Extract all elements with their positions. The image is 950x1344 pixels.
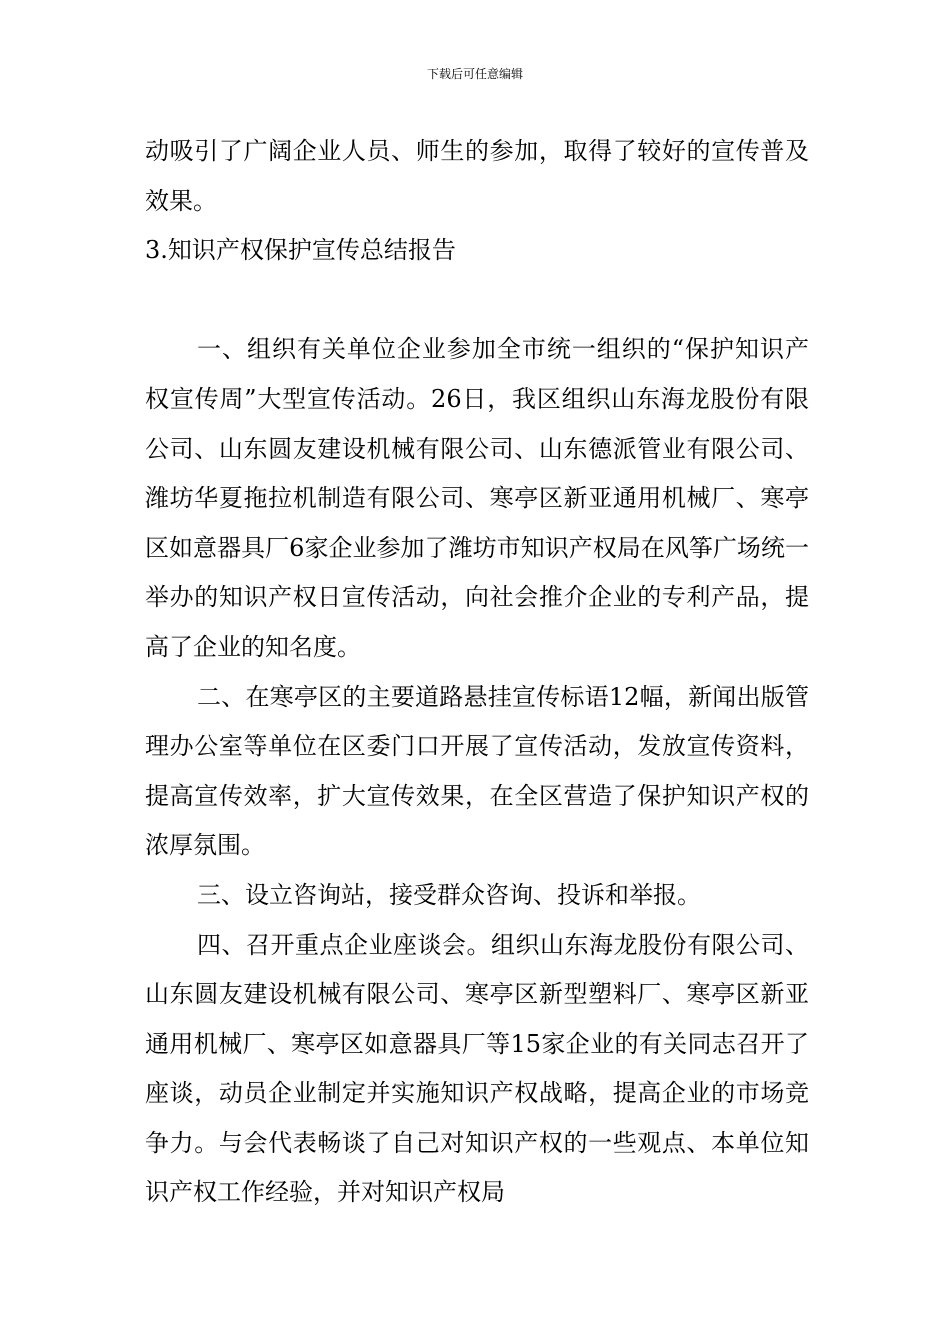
paragraph-1: 一、组织有关单位企业参加全市统一组织的“保护知识产权宣传周”大型宣传活动。26日，我区组织山东海龙股份有限公司、山东圆友建设机械有限公司、山东德派管业有限公司、潍坊华夏拖拉机制造有限公司、寒亭区新亚通用机械厂、寒亭区如意器具厂6家企业参加了潍坊市知识产权局在风筝广场统一举办的知识产权日宣传活动，向社会推介企业的专利产品，提高了企业的知名度。 bbox=[145, 335, 809, 661]
page-header-note: 下载后可任意编辑 bbox=[426, 67, 523, 81]
paragraph-2: 二、在寒亭区的主要道路悬挂宣传标语12幅，新闻出版管理办公室等单位在区委门口开展了宣传活动，发放宣传资料，提高宣传效率，扩大宣传效果，在全区营造了保护知识产权的浓厚氛围。 bbox=[145, 682, 809, 860]
section-title: 3.知识产权保护宣传总结报告 bbox=[145, 236, 456, 265]
blank-line bbox=[145, 276, 809, 326]
continuation-paragraph: 动吸引了广阔企业人员、师生的参加，取得了较好的宣传普及效果。 bbox=[145, 137, 809, 215]
paragraph-4: 四、召开重点企业座谈会。组织山东海龙股份有限公司、山东圆友建设机械有限公司、寒亭区新型塑料厂、寒亭区新亚通用机械厂、寒亭区如意器具厂等15家企业的有关同志召开了座谈，动员企业制定并实施知识产权战略，提高企业的市场竞争力。与会代表畅谈了自己对知识产权的一些观点、本单位知识产权工作经验，并对知识产权局 bbox=[145, 930, 809, 1207]
document-body bbox=[145, 127, 809, 1218]
paragraph-3: 三、设立咨询站，接受群众咨询、投诉和举报。 bbox=[197, 880, 701, 909]
